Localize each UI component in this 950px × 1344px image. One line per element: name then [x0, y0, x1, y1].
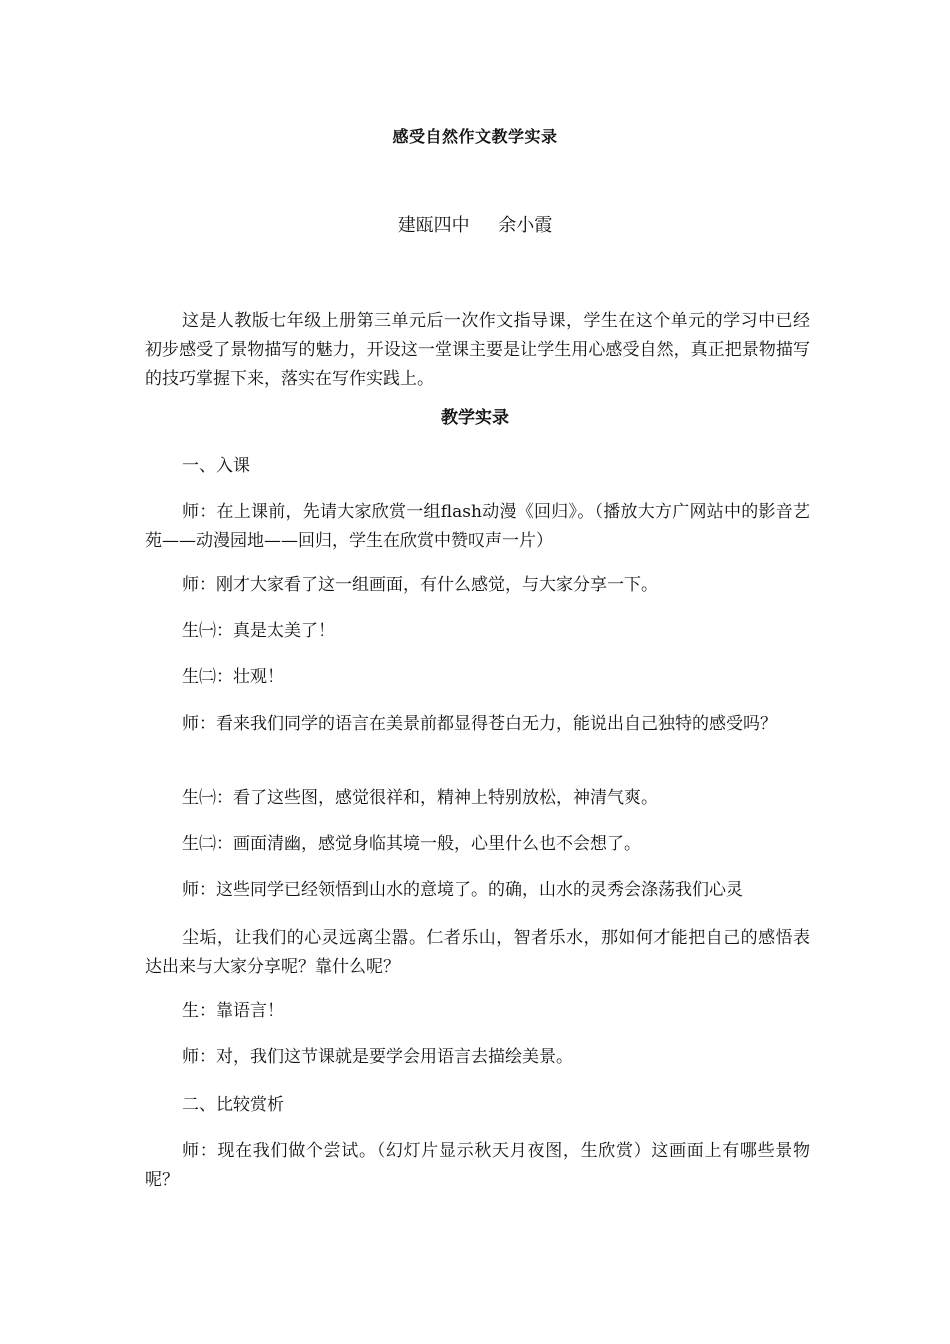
paragraph: 尘垢，让我们的心灵远离尘嚣。仁者乐山，智者乐水，那如何才能把自己的感悟表达出来与大家分享呢？靠什么呢？ [145, 928, 810, 977]
paragraph: 师：对，我们这节课就是要学会用语言去描绘美景。 [182, 1047, 573, 1067]
paragraph: 师：现在我们做个尝试。（幻灯片显示秋天月夜图，生欣赏）这画面上有哪些景物呢？ [145, 1141, 810, 1190]
paragraph: 生：靠语言！ [182, 1001, 284, 1021]
author-byline: 建瓯四中 余小霞 [397, 215, 553, 236]
paragraph: 生㈡：画面清幽，感觉身临其境一般，心里什么也不会想了。 [182, 834, 641, 854]
paragraph: 师：看来我们同学的语言在美景前都显得苍白无力，能说出自己独特的感受吗？ [182, 714, 777, 734]
section-title: 教学实录 [441, 408, 509, 428]
paragraph: 二、比较赏析 [182, 1095, 284, 1115]
paragraph: 师：这些同学已经领悟到山水的意境了。的确，山水的灵秀会涤荡我们心灵 [182, 880, 743, 900]
paragraph: 师：在上课前，先请大家欣赏一组flash动漫《回归》。（播放大方广网站中的影音艺苑——动漫园地——回归，学生在欣赏中赞叹声一片） [145, 502, 810, 551]
paragraph: 师：刚才大家看了这一组画面，有什么感觉，与大家分享一下。 [182, 575, 658, 595]
paragraph: 生㈡：壮观！ [182, 667, 284, 687]
paragraph: 生㈠：看了这些图，感觉很祥和，精神上特别放松，神清气爽。 [182, 788, 658, 808]
document-title: 感受自然作文教学实录 [392, 127, 558, 146]
paragraph: 生㈠：真是太美了！ [182, 621, 335, 641]
intro-paragraph: 这是人教版七年级上册第三单元后一次作文指导课，学生在这个单元的学习中已经初步感受了景物描写的魅力，开设这一堂课主要是让学生用心感受自然，真正把景物描写的技巧掌握下来，落实在写作实践上。 [145, 311, 810, 389]
paragraph: 一、入课 [182, 456, 250, 476]
